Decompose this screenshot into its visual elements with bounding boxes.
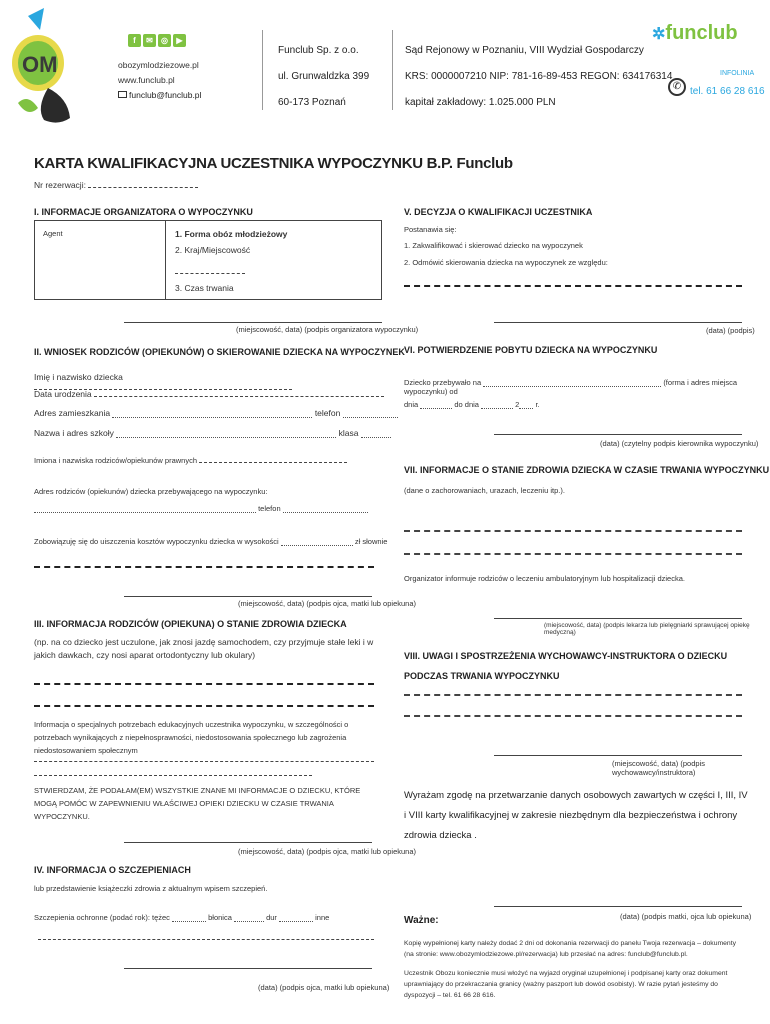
facebook-icon[interactable]: f <box>128 34 141 47</box>
camp-logo <box>8 8 80 128</box>
s4-signature-caption: (data) (podpis ojca, matki lub opiekuna) <box>258 983 390 992</box>
s3-statement: STWIERDZAM, ŻE PODAŁAM(EM) WSZYSTKIE ZNANE MI INFORMACJE O DZIECKU, KTÓRE MOGĄ POMÓC W ZAPEWNIENIU WŁAŚCIWEJ OPIEKI DZIECKU W CZASIE TRWANIA WYPOCZYNKU. <box>34 786 361 821</box>
reservation-row <box>34 180 198 190</box>
s6-from-field[interactable] <box>420 401 452 409</box>
parents-phone-label: telefon <box>258 504 281 513</box>
s6-heading: VI. POTWIERDZENIE POBYTU DZIECKA NA WYPOCZYNKU <box>404 345 658 355</box>
child-name-label: Imię i nazwisko dziecka <box>34 372 123 382</box>
s8-field-1[interactable] <box>404 694 742 696</box>
s6-dnia-label: dnia <box>404 400 419 409</box>
court-block <box>405 38 672 116</box>
s6-to-field[interactable] <box>481 401 513 409</box>
klasa-field[interactable] <box>361 430 391 438</box>
s3-signature-line[interactable] <box>124 842 372 843</box>
s3-description: (np. na co dziecko jest uczulone, jak znosi jazdę samochodem, czy przyjmuje stałe leki i w jakich dawkach, czy nosi aparat ortodontyczny lub okulary) <box>34 637 374 660</box>
s6-forma-label: (forma i adres miejsca wypoczynku) od <box>404 378 738 396</box>
reservation-label: Nr rezerwacji: <box>34 180 86 190</box>
dur-field[interactable] <box>279 914 313 922</box>
s7-signature-line[interactable] <box>494 618 742 619</box>
slownie-label: zł słownie <box>354 537 388 546</box>
wazne-p1: Kopię wypełnionej karty należy dodać 2 dni od dokonania rezerwacji do panelu Twoja rezerwacja – dokumenty (na stronie: www.obozymlodziezowe.pl/rezerwacja) lub przesłać na adres: funclub@funclub.pl. <box>404 940 736 958</box>
parents-address-field[interactable] <box>34 505 256 513</box>
infolinia-phone[interactable]: tel. 61 66 28 616 <box>690 86 765 97</box>
vaccination-field[interactable] <box>38 939 374 940</box>
s1-country-field[interactable] <box>175 273 245 274</box>
address-field[interactable] <box>112 410 312 418</box>
klasa-label: klasa <box>338 428 359 438</box>
s6-signature-line[interactable] <box>494 434 742 435</box>
phone-label: telefon <box>314 408 341 418</box>
s5-postanawia: Postanawia się: <box>404 225 457 234</box>
s2-signature-line[interactable] <box>124 596 372 597</box>
parents-label: Imiona i nazwiska rodziców/opiekunów prawnych <box>34 456 197 465</box>
header <box>0 0 770 130</box>
consent-text: Wyrażam zgodę na przetwarzanie danych osobowych zawartych w części I, III, IV i VIII karty kwalifikacyjnej w zakresie niezbędnym dla bezpieczeństwa i ochrony zdrowia dziecka . <box>404 790 748 841</box>
youtube-icon[interactable]: ▶ <box>173 34 186 47</box>
contact-email-row <box>118 90 201 100</box>
parents-address-row <box>34 504 368 513</box>
s4-heading: IV. INFORMACJA O SZCZEPIENIACH <box>34 865 191 875</box>
school-label: Nazwa i adres szkoły <box>34 428 114 438</box>
phone-icon: ✆ <box>668 78 686 96</box>
mail-icon[interactable]: ✉ <box>143 34 156 47</box>
company-name: Funclub Sp. z o.o. <box>278 45 359 56</box>
court-name: Sąd Rejonowy w Poznaniu, VIII Wydział Gospodarczy <box>405 45 644 56</box>
blonnica-label: błonica <box>208 913 232 922</box>
contact-email[interactable]: funclub@funclub.pl <box>129 90 202 100</box>
s6-signature-caption: (data) (czytelny podpis kierownika wypoczynku) <box>600 439 759 448</box>
s6-dates-row <box>404 400 540 409</box>
contact-site[interactable]: obozymlodziezowe.pl <box>118 60 199 70</box>
infolinia-label: INFOLINIA <box>720 70 755 77</box>
s3-heading: III. INFORMACJA RODZICÓW (OPIEKUNA) O STANIE ZDROWIA DZIECKA <box>34 619 347 629</box>
s8-field-2[interactable] <box>404 715 742 717</box>
envelope-icon <box>118 91 127 98</box>
divider-2 <box>392 30 393 110</box>
address-label: Adres zamieszkania <box>34 408 111 418</box>
s1-heading: I. INFORMACJE ORGANIZATORA O WYPOCZYNKU <box>34 207 253 217</box>
brand-logo <box>652 22 738 45</box>
parents-row <box>34 456 347 465</box>
s1-signature-caption: (miejscowość, data) (podpis organizatora wypoczynku) <box>236 325 419 334</box>
s6-stay-field[interactable] <box>483 379 661 387</box>
s4-subtext: lub przedstawienie książeczki zdrowia z aktualnym wpisem szczepień. <box>34 884 268 893</box>
company-city: 60-173 Poznań <box>278 97 346 108</box>
court-krs: KRS: 0000007210 NIP: 781-16-89-453 REGON: 634176314 <box>405 71 673 82</box>
s7-field-2[interactable] <box>404 553 742 555</box>
s6-year-prefix: 2 <box>515 400 520 409</box>
costs-field[interactable] <box>281 538 353 546</box>
dur-label: dur <box>266 913 277 922</box>
company-street: ul. Grunwaldzka 399 <box>278 71 370 82</box>
page-title: KARTA KWALIFIKACYJNA UCZESTNIKA WYPOCZYNKU B.P. Funclub <box>34 155 513 172</box>
s5-option-2[interactable]: 2. Odmówić skierowania dziecka na wypoczynek ze względu: <box>404 258 608 267</box>
court-capital: kapitał zakładowy: 1.025.000 PLN <box>405 97 556 108</box>
blonnica-field[interactable] <box>234 914 264 922</box>
s7-subtext: (dane o zachorowaniach, urazach, leczeniu itp.). <box>404 486 565 495</box>
reservation-field[interactable] <box>88 187 198 188</box>
wazne-title: Ważne: <box>404 915 439 926</box>
s8-heading: VIII. UWAGI I SPOSTRZEŻENIA WYCHOWAWCY-INSTRUKTORA O DZIECKU PODCZAS TRWANIA WYPOCZYNKU <box>404 651 728 681</box>
s5-signature-line[interactable] <box>494 322 742 323</box>
s1-country: 2. Kraj/Miejscowość <box>175 245 251 255</box>
star-icon: ✲ <box>652 26 666 43</box>
s3-field-2[interactable] <box>34 705 374 707</box>
s4-signature-line[interactable] <box>124 968 372 969</box>
s5-reason-field[interactable] <box>404 285 742 287</box>
costs-label: Zobowiązuję się do uiszczenia kosztów wypoczynku dziecka w wysokości <box>34 537 279 546</box>
wazne-p2: Uczestnik Obozu koniecznie musi włożyć na wyjazd oryginał uzupełnionej i podpisanej karty oraz dokument uprawniający do przekraczania granicy (ważny paszport lub dowód osobisty). W razie pytań jesteśmy do dyspozycji – tel. 61 66 28 616. <box>404 970 728 999</box>
s6-stay-row <box>404 378 770 396</box>
s8-signature-caption: (miejscowość, data) (podpis wychowawcy/instruktora) <box>612 759 705 777</box>
phone-field[interactable] <box>343 410 398 418</box>
s3-special-field-1[interactable] <box>34 761 374 762</box>
s6-stay-label: Dziecko przebywało na <box>404 378 482 387</box>
s5-option-1[interactable]: 1. Zakwalifikować i skierować dziecko na wypoczynek <box>404 241 583 250</box>
inne-label: inne <box>315 913 330 922</box>
dob-row <box>34 389 384 399</box>
s7-signature-caption: (miejscowość, data) (podpis lekarza lub pielęgniarki sprawującej opiekę medyczną) <box>544 622 750 636</box>
parents-field[interactable] <box>199 462 347 463</box>
s3-special-needs: Informacja o specjalnych potrzebach edukacyjnych uczestnika wypoczynku, w szczególności o potrzebach wynikających z niepełnosprawności, niedostosowania społecznego lub zagrożenia niedostosowaniem społecznym <box>34 720 349 755</box>
s1-signature-line[interactable] <box>124 322 382 323</box>
brand-name: funclub <box>665 22 738 44</box>
s3-field-1[interactable] <box>34 683 374 685</box>
social-icons <box>128 30 188 48</box>
s1-box <box>34 220 382 300</box>
s6-r: r. <box>535 400 540 409</box>
contact-www[interactable]: www.funclub.pl <box>118 75 175 85</box>
s7-field-1[interactable] <box>404 530 742 532</box>
tezec-label: Szczepienia ochronne (podać rok): tężec <box>34 913 170 922</box>
divider-1 <box>262 30 263 110</box>
parents-address-label: Adres rodziców (opiekunów) dziecka przebywającego na wypoczynku: <box>34 487 268 496</box>
s3-signature-caption: (miejscowość, data) (podpis ojca, matki lub opiekuna) <box>238 847 416 856</box>
s2-heading: II. WNIOSEK RODZICÓW (OPIEKUNÓW) O SKIEROWANIE DZIECKA NA WYPOCZYNEK <box>34 347 405 357</box>
tezec-field[interactable] <box>172 914 206 922</box>
s1-duration: 3. Czas trwania <box>175 283 234 293</box>
s2-signature-caption: (miejscowość, data) (podpis ojca, matki lub opiekuna) <box>238 599 416 608</box>
costs-row <box>34 537 387 546</box>
vaccination-row <box>34 913 329 922</box>
s1-form: 1. Forma obóz młodzieżowy <box>175 229 288 239</box>
consent-signature-caption: (data) (podpis matki, ojca lub opiekuna) <box>620 912 752 921</box>
parents-phone-field[interactable] <box>283 505 368 513</box>
s5-heading: V. DECYZJA O KWALIFIKACJI UCZESTNIKA <box>404 207 593 217</box>
company-block <box>278 38 369 116</box>
svg-text:OM: OM <box>22 52 58 77</box>
s7-heading: VII. INFORMACJE O STANIE ZDROWIA DZIECKA W CZASIE TRWANIA WYPOCZYNKU <box>404 465 770 475</box>
s6-do-dnia-label: do dnia <box>454 400 479 409</box>
address-row <box>34 408 398 418</box>
school-row <box>34 428 391 438</box>
dob-field[interactable] <box>94 396 384 397</box>
school-field[interactable] <box>116 430 336 438</box>
s7-note: Organizator informuje rodziców o leczeniu ambulatoryjnym lub hospitalizacji dziecka. <box>404 574 685 583</box>
consent-signature-line[interactable] <box>494 906 742 907</box>
s8-signature-line[interactable] <box>494 755 742 756</box>
slownie-field[interactable] <box>34 566 374 568</box>
agent-label: Agent <box>43 229 63 238</box>
instagram-icon[interactable]: ◎ <box>158 34 171 47</box>
s3-special-field-2[interactable] <box>34 775 312 776</box>
s6-year-field[interactable] <box>519 401 533 409</box>
dob-label: Data urodzenia <box>34 389 92 399</box>
s5-signature-caption: (data) (podpis) <box>706 326 755 335</box>
